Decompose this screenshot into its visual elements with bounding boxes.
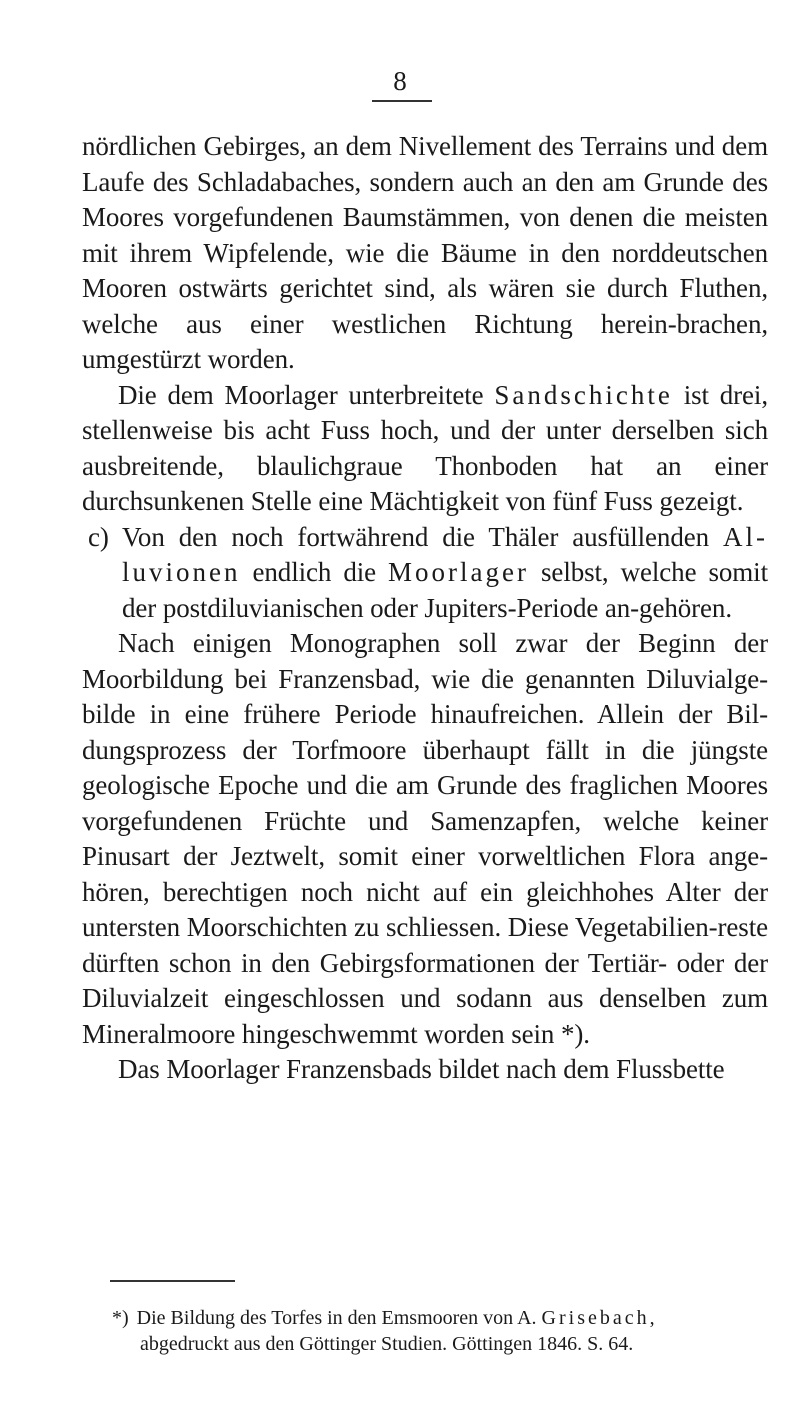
footnote-rule — [110, 1280, 235, 1282]
footnote-marker: *) — [112, 1307, 129, 1329]
paragraph-3 — [82, 520, 768, 627]
paragraph-2-spaced-term: Sandschichte — [494, 379, 673, 410]
paragraph-3-spaced-term-1: Al-luvionen — [122, 521, 768, 587]
footnote — [112, 1305, 768, 1357]
paragraph-3-text-middle: endlich die — [240, 557, 389, 587]
paragraph-2-text-before: Die dem Moorlager unterbreitete — [118, 379, 495, 410]
footnote-text-before: Die Bildung des Torfes in den Emsmooren von A. — [136, 1307, 542, 1329]
paragraph-2-text-after: ist drei, stellenweise bis acht Fuss hoch, und der unter derselben sich ausbreitende, blaulichgraue Thonboden hat an einer durchsunkenen Stelle eine Mächtigkeit von fünf Fuss gezeigt. — [82, 379, 768, 516]
paragraph-3-spaced-term-2: Moorlager — [388, 557, 529, 587]
paragraph-3-marker: c) — [88, 521, 109, 552]
paragraph-5-text: Das Moorlager Franzensbads bildet nach dem Flussbette — [118, 1054, 725, 1084]
page-number: 8 — [393, 66, 407, 96]
paragraph-3-text-before: Von den noch fortwährend die Thäler ausfüllenden — [122, 521, 723, 552]
body-text — [82, 129, 768, 1088]
paragraph-3-text-after: selbst, welche somit der postdiluvianischen oder Jupiters-Periode an-gehören. — [122, 557, 768, 623]
header-rule — [372, 100, 432, 102]
paragraph-5 — [82, 1052, 768, 1088]
footnote-author: Grisebach, — [541, 1307, 658, 1329]
paragraph-1 — [82, 129, 768, 378]
paragraph-2 — [82, 378, 768, 520]
paragraph-1-text: nördlichen Gebirges, an dem Nivellement des Terrains und dem Laufe des Schladabaches, sondern auch an den am Grunde des Moores vorgefundenen Baumstämmen, von denen die meisten mit ihrem Wipfelende, wie die Bäume in den norddeutschen Mooren ostwärts gerichtet sind, als wären sie durch Fluthen, welche aus einer westlichen Richtung herein-brachen, umgestürzt worden. — [82, 131, 768, 374]
paragraph-4 — [82, 626, 768, 1052]
paragraph-4-text: Nach einigen Monographen soll zwar der Beginn der Moorbildung bei Franzensbad, wie die genannten Diluvialge-bilde in eine frühere Periode hinaufreichen. Allein der Bil-dungsprozess der Torfmoore überhaupt fällt in die jüngste geologische Epoche und die am Grunde des fraglichen Moores vorgefundenen Früchte und Samenzapfen, welche keiner Pinusart der Jeztwelt, somit einer vorweltlichen Flora ange-hören, berechtigen noch nicht auf ein gleichhohes Alter der untersten Moorschichten zu schliessen. Diese Vegetabilien-reste dürften schon in den Gebirgsformationen der Tertiär- oder der Diluvialzeit eingeschlossen und sodann aus denselben zum Mineralmoore hingeschwemmt worden sein *). — [82, 628, 768, 1049]
footnote-line-2: abgedruckt aus den Göttinger Studien. Göttingen 1846. S. 64. — [140, 1333, 634, 1355]
